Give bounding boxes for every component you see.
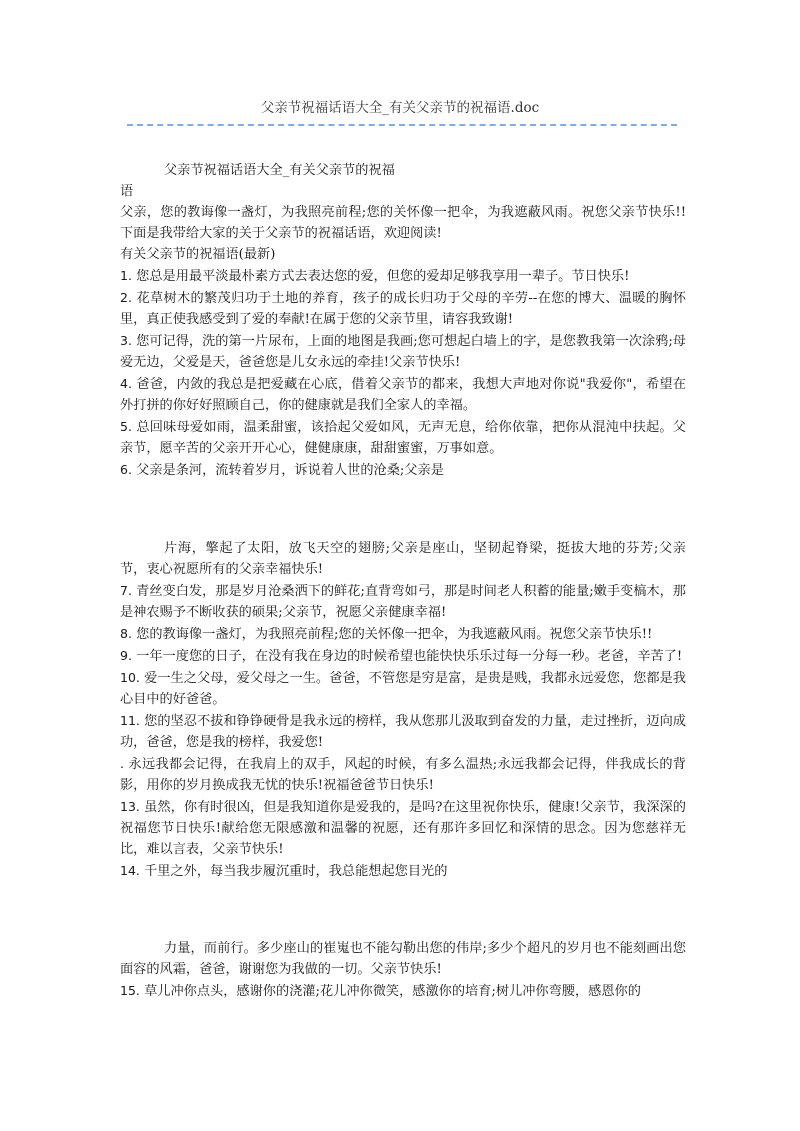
page-break-gap [120,882,686,938]
list-item [120,330,686,373]
item-number: 8. [120,626,132,641]
item-number: 4. [120,376,132,391]
list-item [120,796,686,860]
item-number: 1. [120,268,132,283]
section-subheading: 有关父亲节的祝福语(最新) [120,247,276,262]
header-dashed-divider [127,124,677,126]
item-text: 您总是用最平淡最朴素方式去表达您的爱，但您的爱却足够我享用一辈子。节日快乐! [131,269,630,284]
item-text: 花草树木的繁茂归功于土地的养育，孩子的成长归功于父母的辛劳--在您的博大、温暖的胸怀里，真正使我感受到了爱的奉献!在属于您的父亲节里，请容我致谢! [120,291,686,327]
item-number: 5. [120,419,132,434]
item-text: 您的坚忍不拔和铮铮硬骨是我永远的榜样，我从您那儿汲取到奋发的力量，走过挫折，迈向成功，爸爸，您是我的榜样，我爱您! [120,714,686,750]
list-item [120,373,686,416]
article-heading-line-2: 语 [120,184,134,199]
list-item [120,416,686,459]
list-item [120,459,686,481]
item-number: . [120,756,124,771]
item-number: 11. [120,713,140,728]
item-text: 青丝变白发，那是岁月沧桑洒下的鲜花;直背弯如弓，那是时间老人积蓄的能量;嫩手变槁木，那是神农赐予不断收获的硕果;父亲节，祝愿父亲健康幸福! [120,584,686,620]
list-item [120,623,686,645]
list-item [120,645,686,667]
list-item [120,753,686,796]
item-text: 永远我都会记得，在我肩上的双手，风起的时候，有多么温热;永远我都会记得，伴我成长的背影，用你的岁月换成我无忧的快乐!祝福爸爸节日快乐! [120,757,686,793]
intro-paragraph: 父亲，您的教诲像一盏灯，为我照亮前程;您的关怀像一把伞，为我遮蔽风雨。祝您父亲节快乐!!下面是我带给大家的关于父亲节的祝福话语，欢迎阅读! [120,205,686,241]
item-text: 父亲是条河，流转着岁月，诉说着人世的沧桑;父亲是 [131,463,444,478]
list-item [120,580,686,623]
list-item [120,287,686,330]
list-item [120,860,686,882]
item-text: 一年一度您的日子，在没有我在身边的时候希望也能快快乐乐过每一分每一秒。老爸，辛苦了! [131,649,683,664]
page-break-gap [120,481,686,538]
item-number: 13. [120,799,140,814]
item-number: 7. [120,583,132,598]
item-6-continuation: 片海，擎起了太阳，放飞天空的翅膀;父亲是座山，坚韧起脊梁，挺拔大地的芬芳;父亲节，衷心祝愿所有的父亲幸福快乐! [120,541,686,577]
item-number: 15. [120,983,140,998]
article-heading-line-1: 父亲节祝福话语大全_有关父亲节的祝福 [164,163,395,178]
document-filename: 父亲节祝福话语大全_有关父亲节的祝福语.doc [260,100,540,116]
list-item [120,667,686,710]
item-text: 千里之外，每当我步履沉重时，我总能想起您目光的 [139,864,448,879]
item-text: 草儿冲你点头，感谢你的浇灌;花儿冲你微笑，感激你的培育;树儿冲你弯腰，感恩你的 [139,984,641,999]
item-text: 您可记得，洗的第一片尿布，上面的地图是我画;您可想起白墙上的字，是您教我第一次涂鸦;母爱无边，父爱是天，爸爸您是儿女永远的牵挂!父亲节快乐! [120,334,686,370]
item-number: 2. [120,290,132,305]
list-item [120,710,686,753]
item-text: 总回味母爱如雨，温柔甜蜜，该拾起父爱如风，无声无息，给你依靠，把你从混沌中扶起。父亲节，愿辛苦的父亲开开心心，健健康康，甜甜蜜蜜，万事如意。 [120,420,686,456]
item-text: 虽然，你有时很凶，但是我知道你是爱我的，是吗?在这里祝你快乐，健康!父亲节，我深深的祝福您节日快乐!献给您无限感激和温馨的祝愿，还有那许多回忆和深情的思念。因为您慈祥无比，难以言表，父亲节快乐! [120,800,686,857]
list-item [120,980,686,1002]
item-text: 您的教诲像一盏灯，为我照亮前程;您的关怀像一把伞，为我遮蔽风雨。祝您父亲节快乐!! [131,627,653,642]
list-item [120,265,686,287]
document-body [120,160,686,1002]
item-14-continuation: 力量，而前行。多少座山的崔嵬也不能勾勒出您的伟岸;多少个超凡的岁月也不能刻画出您面容的风霜，爸爸，谢谢您为我做的一切。父亲节快乐! [120,941,686,977]
document-title-bar [0,96,800,116]
item-number: 14. [120,863,140,878]
item-number: 10. [120,670,140,685]
item-text: 爸爸，内敛的我总是把爱藏在心底，借着父亲节的都来，我想大声地对你说"我爱你"，希望在外打拼的你好好照顾自己，你的健康就是我们全家人的幸福。 [120,377,686,413]
item-number: 9. [120,648,132,663]
item-number: 6. [120,462,132,477]
item-number: 3. [120,333,132,348]
item-text: 爱一生之父母，爱父母之一生。爸爸，不管您是穷是富，是贵是贱，我都永远爱您，您都是我心目中的好爸爸。 [120,671,686,707]
